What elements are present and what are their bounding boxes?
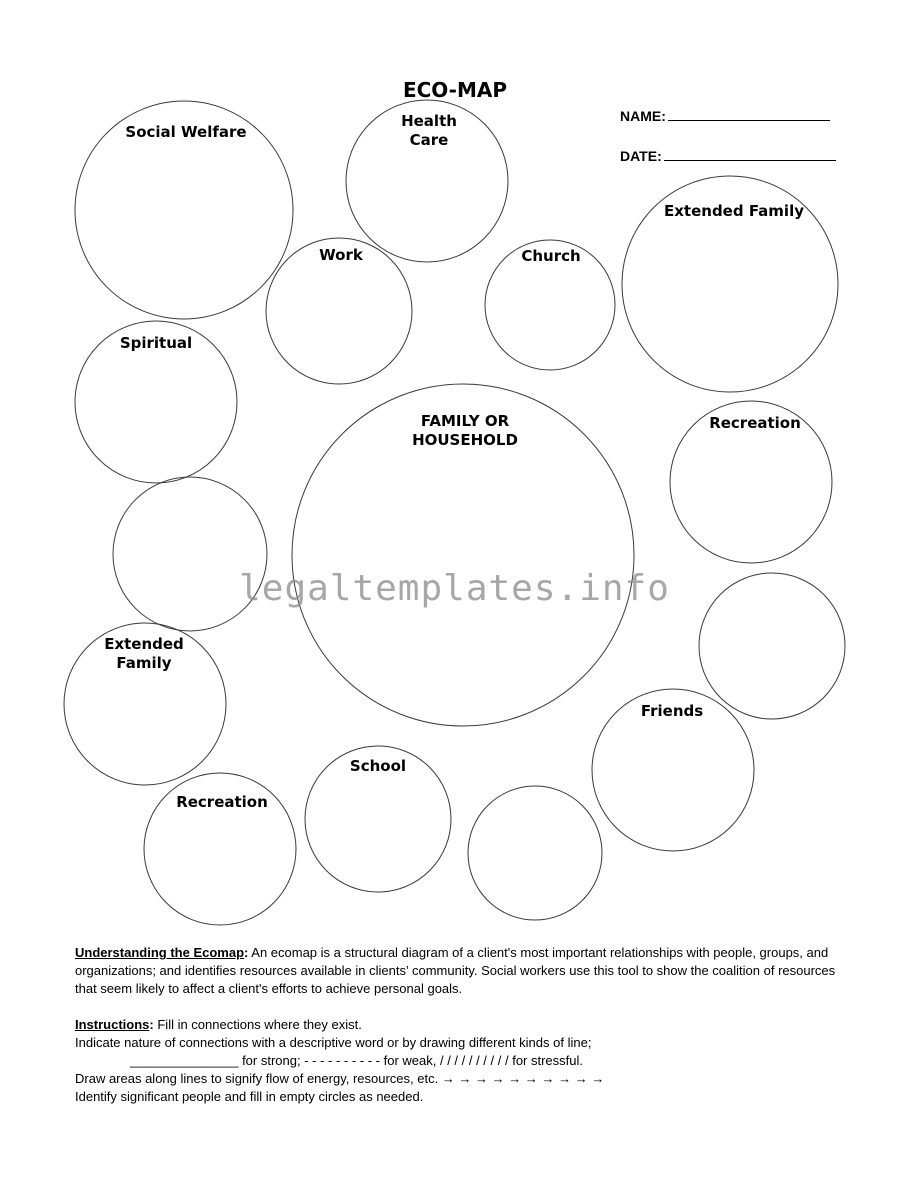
circle-label-school: School bbox=[349, 757, 407, 775]
circle-school bbox=[305, 746, 451, 892]
understanding-paragraph bbox=[75, 944, 845, 998]
instructions-heading: Instructions bbox=[75, 1017, 150, 1032]
instructions-line-3 bbox=[75, 1070, 845, 1088]
circle-label-family-household: HOUSEHOLD bbox=[412, 431, 518, 449]
circle-recreation-right bbox=[670, 401, 832, 563]
circle-friends bbox=[592, 689, 754, 851]
arrow-icons: → → → → → → → → → → bbox=[441, 1071, 605, 1086]
circle-label-family-household: FAMILY OR bbox=[420, 412, 510, 430]
understanding-heading: Understanding the Ecomap bbox=[75, 945, 245, 960]
circle-work bbox=[266, 238, 412, 384]
instructions-line-1: Indicate nature of connections with a descriptive word or by drawing different kinds of line; bbox=[75, 1035, 592, 1050]
circle-shape-empty-right bbox=[699, 573, 845, 719]
instructions-block bbox=[75, 944, 845, 1106]
watermark: legaltemplates.info bbox=[239, 568, 670, 609]
circle-label-health-care: Care bbox=[409, 131, 449, 149]
date-line[interactable] bbox=[664, 146, 836, 161]
flow-text: Draw areas along lines to signify flow of energy, resources, etc. bbox=[75, 1071, 442, 1086]
circle-label-health-care: Health bbox=[401, 112, 457, 130]
circle-label-church: Church bbox=[521, 247, 581, 265]
circle-family-household bbox=[292, 384, 634, 726]
page-title: ECO-MAP bbox=[402, 78, 508, 102]
name-field[interactable] bbox=[620, 106, 830, 124]
line-types-text: for strong; - - - - - - - - - - for weak, / / / / / / / / / / for stressful. bbox=[238, 1053, 583, 1068]
circle-label-spiritual: Spiritual bbox=[119, 334, 193, 352]
circle-label-extended-family-right: Extended Family bbox=[664, 202, 804, 220]
circle-empty-bottom bbox=[468, 786, 602, 920]
understanding-colon: : bbox=[244, 945, 249, 960]
instructions-intro-text: Fill in connections where they exist. bbox=[153, 1017, 362, 1032]
circle-empty-left bbox=[113, 477, 267, 631]
date-label: DATE: bbox=[620, 148, 662, 164]
circle-label-recreation-right: Recreation bbox=[709, 414, 801, 432]
instructions-line-2 bbox=[75, 1052, 845, 1070]
name-label: NAME: bbox=[620, 108, 666, 124]
circle-label-work: Work bbox=[319, 246, 363, 264]
understanding-body: An ecomap is a structural diagram of a client's most important relationships with people, groups, and organizations; and identifies resources available in clients’ community. Social workers use this tool to show the coalition of resources that seem likely to affect a client's efforts to achieve personal goals. bbox=[75, 945, 836, 996]
circle-social-welfare bbox=[75, 101, 293, 319]
strong-line-sample: _______________ bbox=[130, 1053, 239, 1068]
circle-empty-right bbox=[699, 573, 845, 719]
circle-extended-family-right bbox=[622, 176, 838, 392]
instructions-colon: : bbox=[149, 1017, 154, 1032]
date-field[interactable] bbox=[620, 146, 836, 164]
circle-health-care bbox=[346, 100, 508, 262]
circle-spiritual bbox=[75, 321, 237, 483]
circle-label-friends: Friends bbox=[640, 702, 704, 720]
instructions-line-4: Identify significant people and fill in empty circles as needed. bbox=[75, 1089, 424, 1104]
circle-label-social-welfare: Social Welfare bbox=[125, 123, 247, 141]
circle-recreation-bottom bbox=[144, 773, 296, 925]
name-line[interactable] bbox=[668, 106, 830, 121]
circle-label-extended-family-left: Extended bbox=[104, 635, 184, 653]
circle-church bbox=[485, 240, 615, 370]
circle-shape-empty-left bbox=[113, 477, 267, 631]
circle-label-extended-family-left: Family bbox=[116, 654, 172, 672]
instructions-intro bbox=[75, 1016, 845, 1034]
circle-extended-family-left bbox=[64, 623, 226, 785]
circle-shape-empty-bottom bbox=[468, 786, 602, 920]
circle-label-recreation-bottom: Recreation bbox=[176, 793, 268, 811]
